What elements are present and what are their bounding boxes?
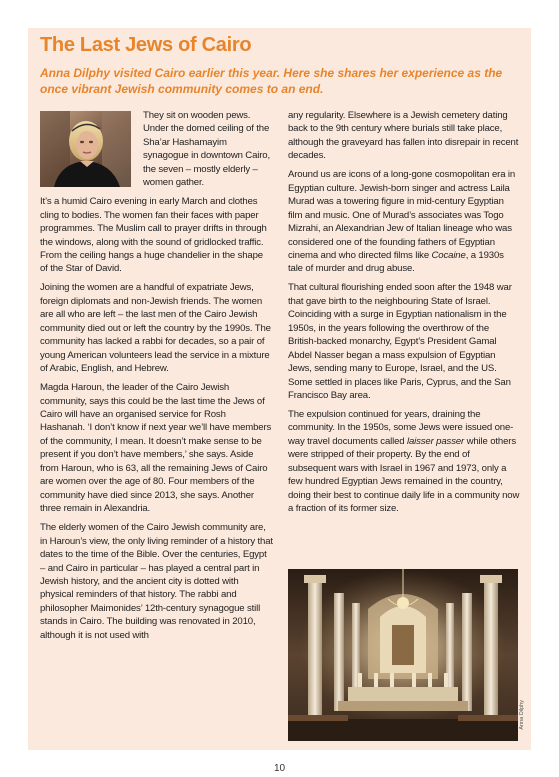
right-column (288, 109, 520, 521)
left-column (40, 109, 273, 648)
right-paragraph-2 (288, 168, 520, 276)
left-paragraph-4: Magda Haroun, the leader of the Cairo Jewish community, says this could be the last time the Jews of Cairo will have an organised service for Rosh Hashanah. ‘I don’t know if next year we’ll have members of the community, I mean. It doesn’t make sense to be present if you don’t have members,’ she says. Aside from Haroun, who is 63, all the remaining Jews of Cairo are women over the age of 80. Four members of the community have died since 2013, she says. Another three remain in Alexandria. (40, 382, 272, 515)
right-paragraph-4-text-b: while others were stripped of their property. By the end of subsequent wars with Israel in 1967 and 1973, only a few hundred Egyptian Jews remained in the country, doing their best to continue daily life in a community now a fraction of its former size. (288, 435, 520, 515)
left-paragraph-5: The elderly women of the Cairo Jewish community are, in Haroun’s view, the only living reminder of a history that dates to the time of the Bible. Over the centuries, Egypt – and Cairo in particular – has played a central part in Jewish history, and the ancient city is dotted with physical reminders of that history. The rabbi and philosopher Maimonides’ 12th-century synagogue still stands in Cairo. The building was renovated in 2010, although it is not used with (40, 522, 273, 641)
article-title: The Last Jews of Cairo (40, 34, 252, 56)
article-standfirst: Anna Dilphy visited Cairo earlier this year. Here she shares her experience as the once vibrant Jewish community comes to an end. (40, 66, 503, 96)
term-laisser-passer: laisser passer (406, 435, 465, 447)
left-paragraph-1: They sit on wooden pews. Under the domed ceiling of the Sha’ar Hashamayim synagogue in downtown Cairo, the seven – mostly elderly – women gather. (143, 110, 270, 189)
page-number: 10 (273, 763, 286, 774)
right-paragraph-1: any regularity. Elsewhere is a Jewish cemetery dating back to the 9th century where burials still take place, although the graveyard has fallen into disrepair in recent decades. (288, 110, 519, 162)
synagogue-interior-image (288, 569, 518, 741)
film-title-cocaine: Cocaine (431, 250, 466, 262)
right-paragraph-2-text-b: , a 1930s tale of murder and drug abuse. (288, 250, 504, 275)
left-paragraph-2: It’s a humid Cairo evening in early March and clothes cling to bodies. The women fan their faces with paper programmes. The Muslim call to prayer drifts in through the windows, along with the sound of gridlocked traffic. From the ceiling hangs a huge chandelier in the shape of the Star of David. (40, 196, 267, 275)
photo-credit: Anna Dilphy (519, 700, 525, 730)
right-paragraph-4 (288, 408, 520, 516)
right-paragraph-4-text-a: The expulsion continued for years, draining the community. In the 1950s, some Jews were issued one-way travel documents called (288, 409, 514, 447)
left-paragraph-3: Joining the women are a handful of expatriate Jews, foreign diplomats and non-Jewish friends. The women are all who are left – the last men of the Cairo Jewish community died out or left the country by the 1990s. The community has lacked a rabbi for decades, so a pair of young American volunteers lead the service in a mixture of Arabic, English, and Hebrew. (40, 282, 271, 375)
right-paragraph-2-text-a: Around us are icons of a long-gone cosmopolitan era in Egyptian culture. Jewish-born singer and actress Laila Murad was a towering figure in mid-century Egyptian film and music. One of Murad’s associates was Togo Mizrahi, an Alexandrian Jew of Italian lineage who was considered one of the founding fathers of Egyptian cinema and who directed films like (288, 169, 516, 262)
author-portrait-image (40, 111, 131, 187)
right-paragraph-3: That cultural flourishing ended soon after the 1948 war that gave birth to the neighbouring State of Israel. Coinciding with a surge in Egyptian nationalism in the 1950s, in the years following the overthrow of the British-backed monarchy, Egypt’s President Gamal Abdel Nasser began a mass expulsion of Egyptian Jews, sending many to Europe, Israel, and the US. Some settled in places like Paris, Cyprus, and the San Francisco Bay area. (288, 282, 512, 402)
